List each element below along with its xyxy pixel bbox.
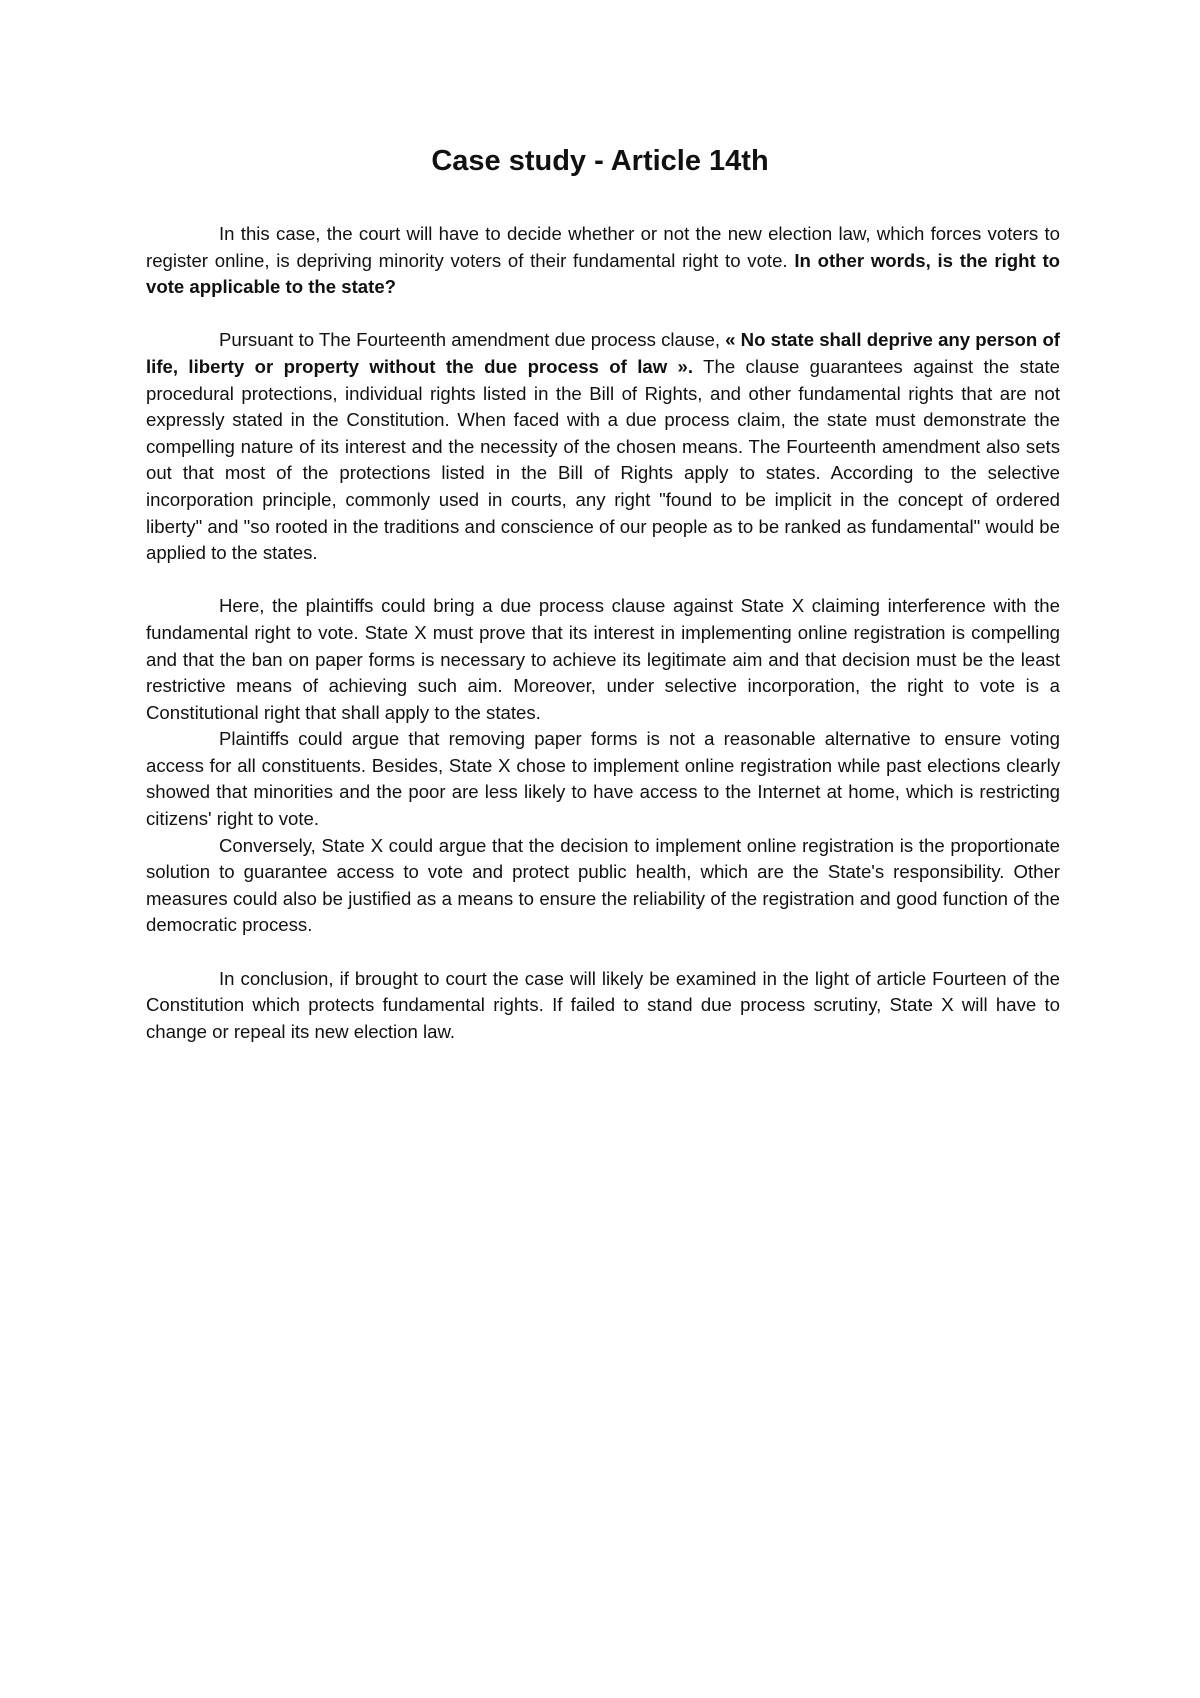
paragraph-introduction <box>146 221 1060 301</box>
paragraph-plaintiffs-claim: Here, the plaintiffs could bring a due process clause against State X claiming interference with the fundamental right to vote. State X must prove that its interest in implementing online registration is compelling and that the ban on paper forms is necessary to achieve its legitimate aim and that decision must be the least restrictive means of achieving such aim. Moreover, under selective incorporation, the right to vote is a Constitutional right that shall apply to the states. <box>146 595 1060 723</box>
paragraph-due-process <box>146 327 1060 566</box>
document-title: Case study - Article 14th <box>431 145 769 177</box>
document-body <box>146 221 1060 1045</box>
paragraph-introduction-text: In this case, the court will have to decide whether or not the new election law, which forces voters to register online, is depriving minority voters of their fundamental right to vote. <box>146 223 1060 271</box>
paragraph-introduction-question: In other words, is the right to vote applicable to the state? <box>146 249 1060 298</box>
paragraph-due-process-rest: The clause guarantees against the state procedural protections, individual rights listed in the Bill of Rights, and other fundamental rights that are not expressly stated in the Constitution. When faced with a due process claim, the state must demonstrate the compelling nature of its interest and the necessity of the chosen means. The Fourteenth amendment also sets out that most of the protections listed in the Bill of Rights apply to states. According to the selective incorporation principle, commonly used in courts, any right "found to be implicit in the concept of ordered liberty" and "so rooted in the traditions and conscience of our people as to be ranked as fundamental" would be applied to the states. <box>146 355 1060 564</box>
paragraph-due-process-lead: Pursuant to The Fourteenth amendment due process clause, <box>219 329 726 351</box>
paragraph-state-argument: Conversely, State X could argue that the decision to implement online registration is the proportionate solution to guarantee access to vote and protect public health, which are the State's responsibility. Other measures could also be justified as a means to ensure the reliability of the registration and good function of the democratic process. <box>146 834 1060 936</box>
paragraph-conclusion: In conclusion, if brought to court the case will likely be examined in the light of article Fourteen of the Constitution which protects fundamental rights. If failed to stand due process scrutiny, State X will have to change or repeal its new election law. <box>146 967 1060 1042</box>
paragraph-plaintiffs-argument: Plaintiffs could argue that removing paper forms is not a reasonable alternative to ensure voting access for all constituents. Besides, State X chose to implement online registration while past elections clearly showed that minorities and the poor are less likely to have access to the Internet at home, which is restricting citizens' right to vote. <box>146 728 1060 830</box>
paragraph-due-process-quote: « No state shall deprive any person of life, liberty or property without the due process of law ». <box>146 329 1060 377</box>
